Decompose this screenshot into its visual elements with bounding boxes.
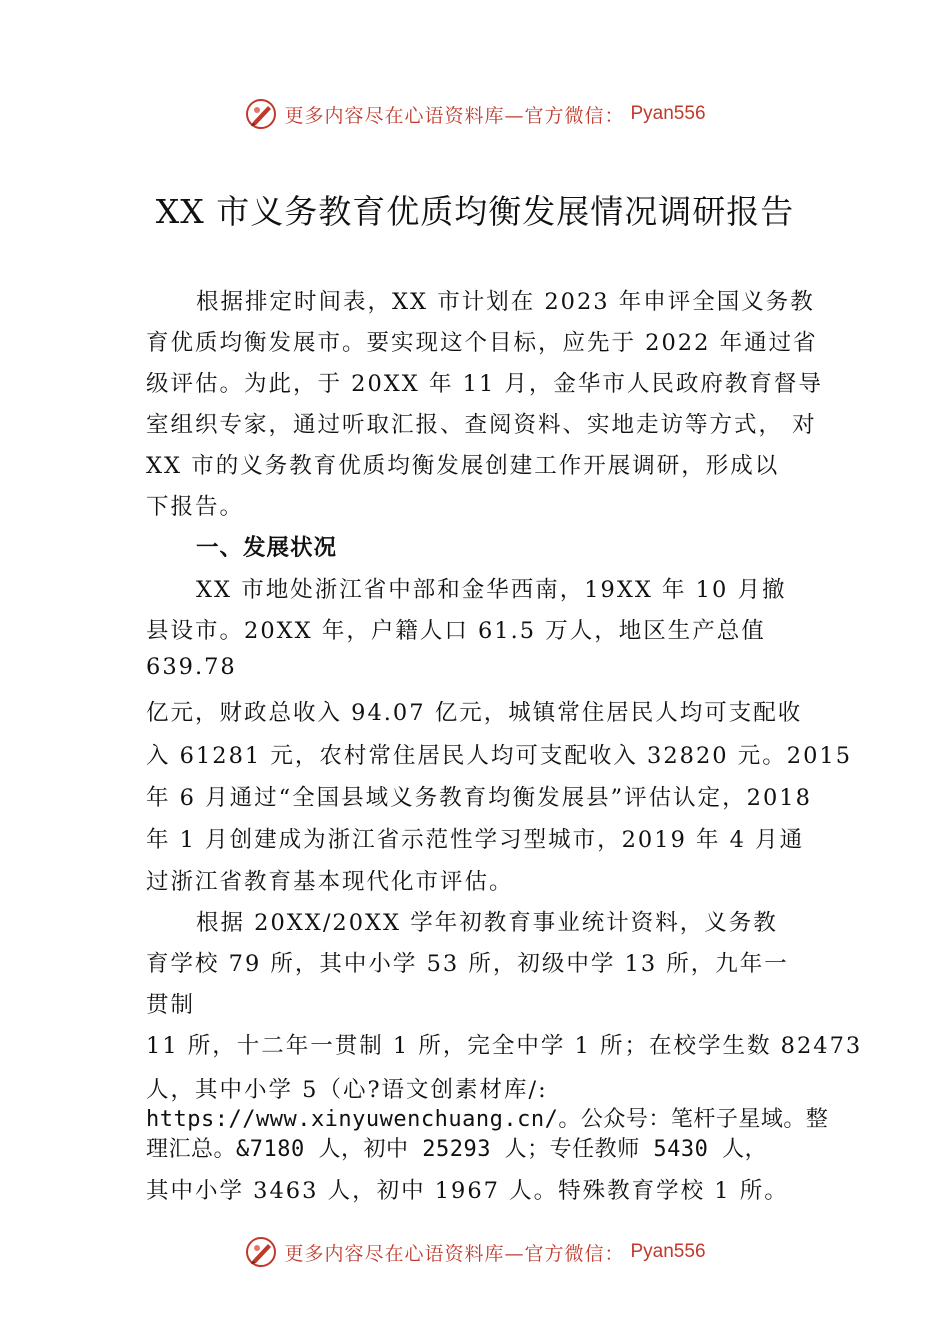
paragraph-line: 育优质均衡发展市。要实现这个目标，应先于 2022 年通过省 [146, 330, 818, 356]
paragraph-line: 下报告。 [146, 494, 245, 520]
paragraph-line: 室组织专家，通过听取汇报、查阅资料、实地走访等方式， 对 [146, 412, 817, 438]
paragraph-line: XX 市地处浙江省中部和金华西南，19XX 年 10 月撤 [196, 577, 787, 603]
section-heading: 一、发展状况 [196, 535, 338, 561]
paragraph-line: 理汇总。&7180 人，初中 25293 人；专任教师 5430 人， [146, 1137, 768, 1162]
watermark-wechat-id: Pyan556 [630, 103, 706, 124]
paragraph-line: 亿元，财政总收入 94.07 亿元，城镇常住居民人均可支配收 [146, 700, 803, 726]
paragraph-line: 639.78 [146, 654, 237, 680]
paragraph-line: 贯制 [146, 992, 196, 1018]
watermark-wechat-id: Pyan556 [630, 1241, 706, 1262]
watermark-footer [0, 1232, 950, 1272]
watermark-header [0, 94, 950, 134]
paragraph-line: 11 所，十二年一贯制 1 所，完全中学 1 所；在校学生数 82473 [146, 1033, 863, 1059]
paragraph-line: 县设市。20XX 年，户籍人口 61.5 万人，地区生产总值 [146, 618, 766, 644]
paragraph-line: 年 1 月创建成为浙江省示范性学习型城市，2019 年 4 月通 [146, 827, 805, 853]
paragraph-line: 人，其中小学 5（心?语文创素材库/: [146, 1077, 548, 1103]
document-title: XX 市义务教育优质均衡发展情况调研报告 [155, 192, 795, 231]
paragraph-line: XX 市的义务教育优质均衡发展创建工作开展调研，形成以 [146, 453, 780, 479]
paragraph-line: 入 61281 元，农村常住居民人均可支配收入 32820 元。2015 [146, 743, 853, 769]
paragraph-line: 年 6 月通过“全国县域义务教育均衡发展县”评估认定，2018 [146, 785, 812, 811]
pen-logo-icon [244, 1235, 278, 1269]
paragraph-line: 级评估。为此，于 20XX 年 11 月，金华市人民政府教育督导 [146, 371, 823, 397]
paragraph-line: 根据 20XX/20XX 学年初教育事业统计资料，义务教 [196, 910, 778, 936]
paragraph-line: 其中小学 3463 人，初中 1967 人。特殊教育学校 1 所。 [146, 1178, 789, 1204]
paragraph-line: 过浙江省教育基本现代化市评估。 [146, 869, 514, 895]
paragraph-line: 根据排定时间表，XX 市计划在 2023 年申评全国义务教 [196, 289, 815, 315]
paragraph-line: https://www.xinyuwenchuang.cn/。公众号：笔杆子星域。整 [146, 1107, 829, 1132]
watermark-text: 更多内容尽在心语资料库—官方微信： [284, 1242, 625, 1265]
paragraph-line: 育学校 79 所，其中小学 53 所，初级中学 13 所，九年一 [146, 951, 789, 977]
watermark-text: 更多内容尽在心语资料库—官方微信： [284, 104, 625, 127]
pen-logo-icon [244, 97, 278, 131]
